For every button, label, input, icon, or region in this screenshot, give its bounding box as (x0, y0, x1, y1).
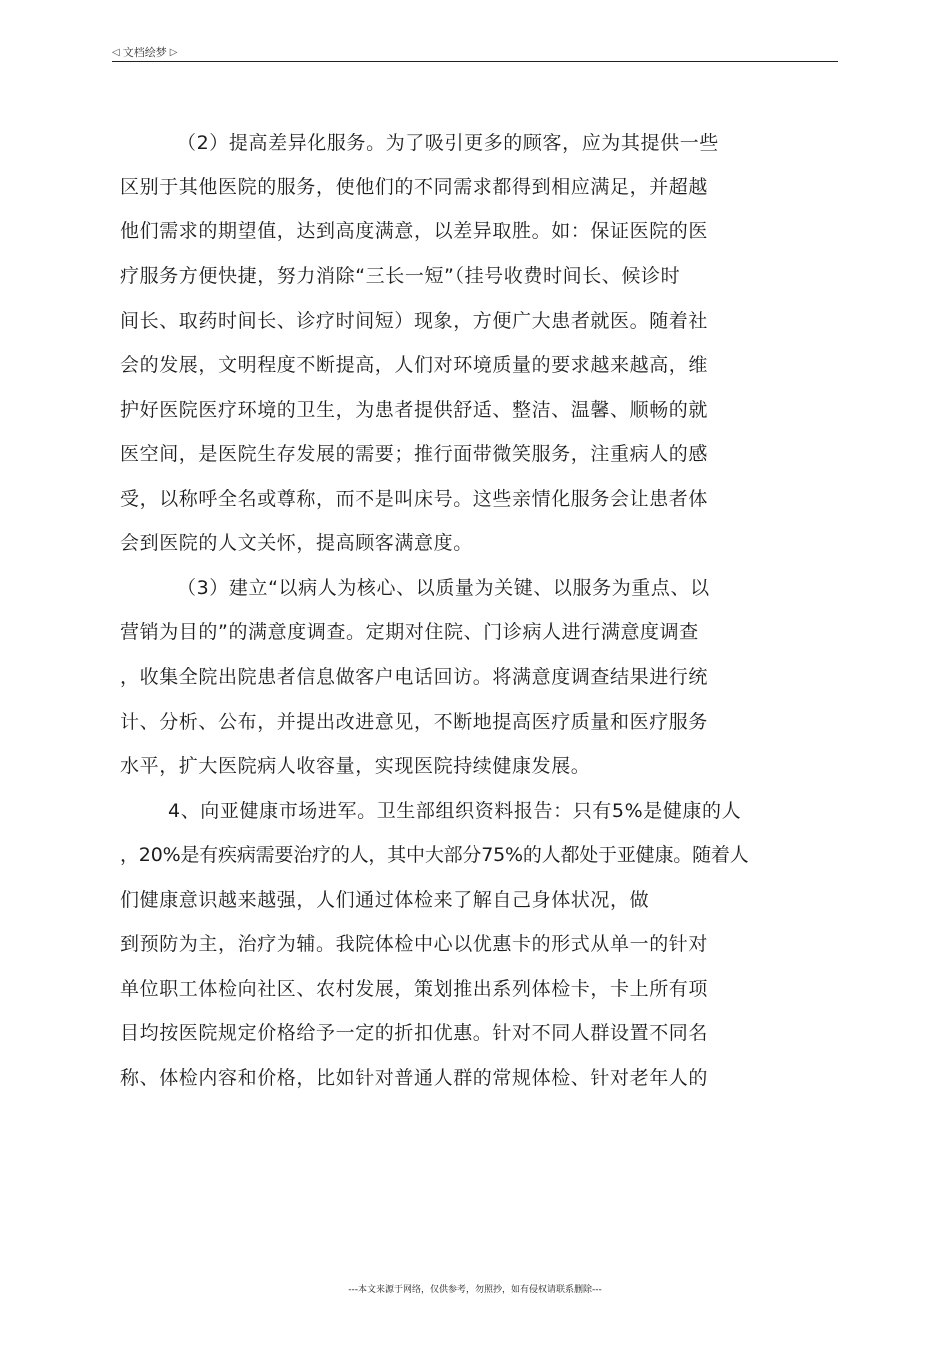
right-triangle-icon: ▷ (169, 46, 178, 58)
paragraph-line: 间长、取药时间长、诊疗时间短）现象，方便广大患者就医。随着社 (120, 310, 709, 332)
paragraph-line: 他们需求的期望值，达到高度满意，以差异取胜。如：保证医院的医 (120, 220, 709, 242)
header-divider (112, 61, 838, 62)
paragraph-line: 4、向亚健康市场进军。卫生部组织资料报告：只有5%是健康的人 (168, 800, 742, 822)
document-header (112, 44, 177, 60)
paragraph-line: ，收集全院出院患者信息做客户电话回访。将满意度调查结果进行统 (120, 666, 709, 688)
paragraph-line: 水平，扩大医院病人收容量，实现医院持续健康发展。 (120, 755, 591, 777)
paragraph-line: （2）提高差异化服务。为了吸引更多的顾客，应为其提供一些 (177, 132, 719, 154)
paragraph-line: 疗服务方便快捷，努力消除“三长一短”（挂号收费时间长、候诊时 (120, 265, 681, 287)
paragraph-line: 到预防为主，治疗为辅。我院体检中心以优惠卡的形式从单一的针对 (120, 933, 709, 955)
paragraph-line: 会的发展，文明程度不断提高，人们对环境质量的要求越来越高，维 (120, 354, 709, 376)
paragraph-line: 营销为目的”的满意度调查。定期对住院、门诊病人进行满意度调查 (120, 621, 699, 643)
paragraph-line: 会到医院的人文关怀，提高顾客满意度。 (120, 532, 473, 554)
paragraph-line: 受，以称呼全名或尊称，而不是叫床号。这些亲情化服务会让患者体 (120, 488, 709, 510)
paragraph-line: 护好医院医疗环境的卫生，为患者提供舒适、整洁、温馨、顺畅的就 (120, 399, 709, 421)
paragraph-line: 医空间，是医院生存发展的需要；推行面带微笑服务，注重病人的感 (120, 443, 709, 465)
paragraph-line: （3）建立“以病人为核心、以质量为关键、以服务为重点、以 (177, 577, 710, 599)
paragraph-line: 目均按医院规定价格给予一定的折扣优惠。针对不同人群设置不同名 (120, 1022, 709, 1044)
paragraph-line: ，20%是有疾病需要治疗的人，其中大部分75%的人都处于亚健康。随着人 (120, 844, 749, 866)
left-triangle-icon: ◁ (112, 46, 120, 58)
paragraph-line: 单位职工体检向社区、农村发展，策划推出系列体检卡，卡上所有项 (120, 978, 709, 1000)
header-title: 文档绘梦 (122, 46, 167, 59)
paragraph-line: 区别于其他医院的服务，使他们的不同需求都得到相应满足，并超越 (120, 176, 709, 198)
paragraph-line: 们健康意识越来越强，人们通过体检来了解自己身体状况，做 (120, 889, 650, 911)
paragraph-line: 称、体检内容和价格，比如针对普通人群的常规体检、针对老年人的 (120, 1067, 709, 1089)
footer-disclaimer: ---本文来源于网络，仅供参考，勿照抄，如有侵权请联系删除--- (348, 1285, 602, 1295)
paragraph-line: 计、分析、公布，并提出改进意见，不断地提高医疗质量和医疗服务 (120, 711, 709, 733)
